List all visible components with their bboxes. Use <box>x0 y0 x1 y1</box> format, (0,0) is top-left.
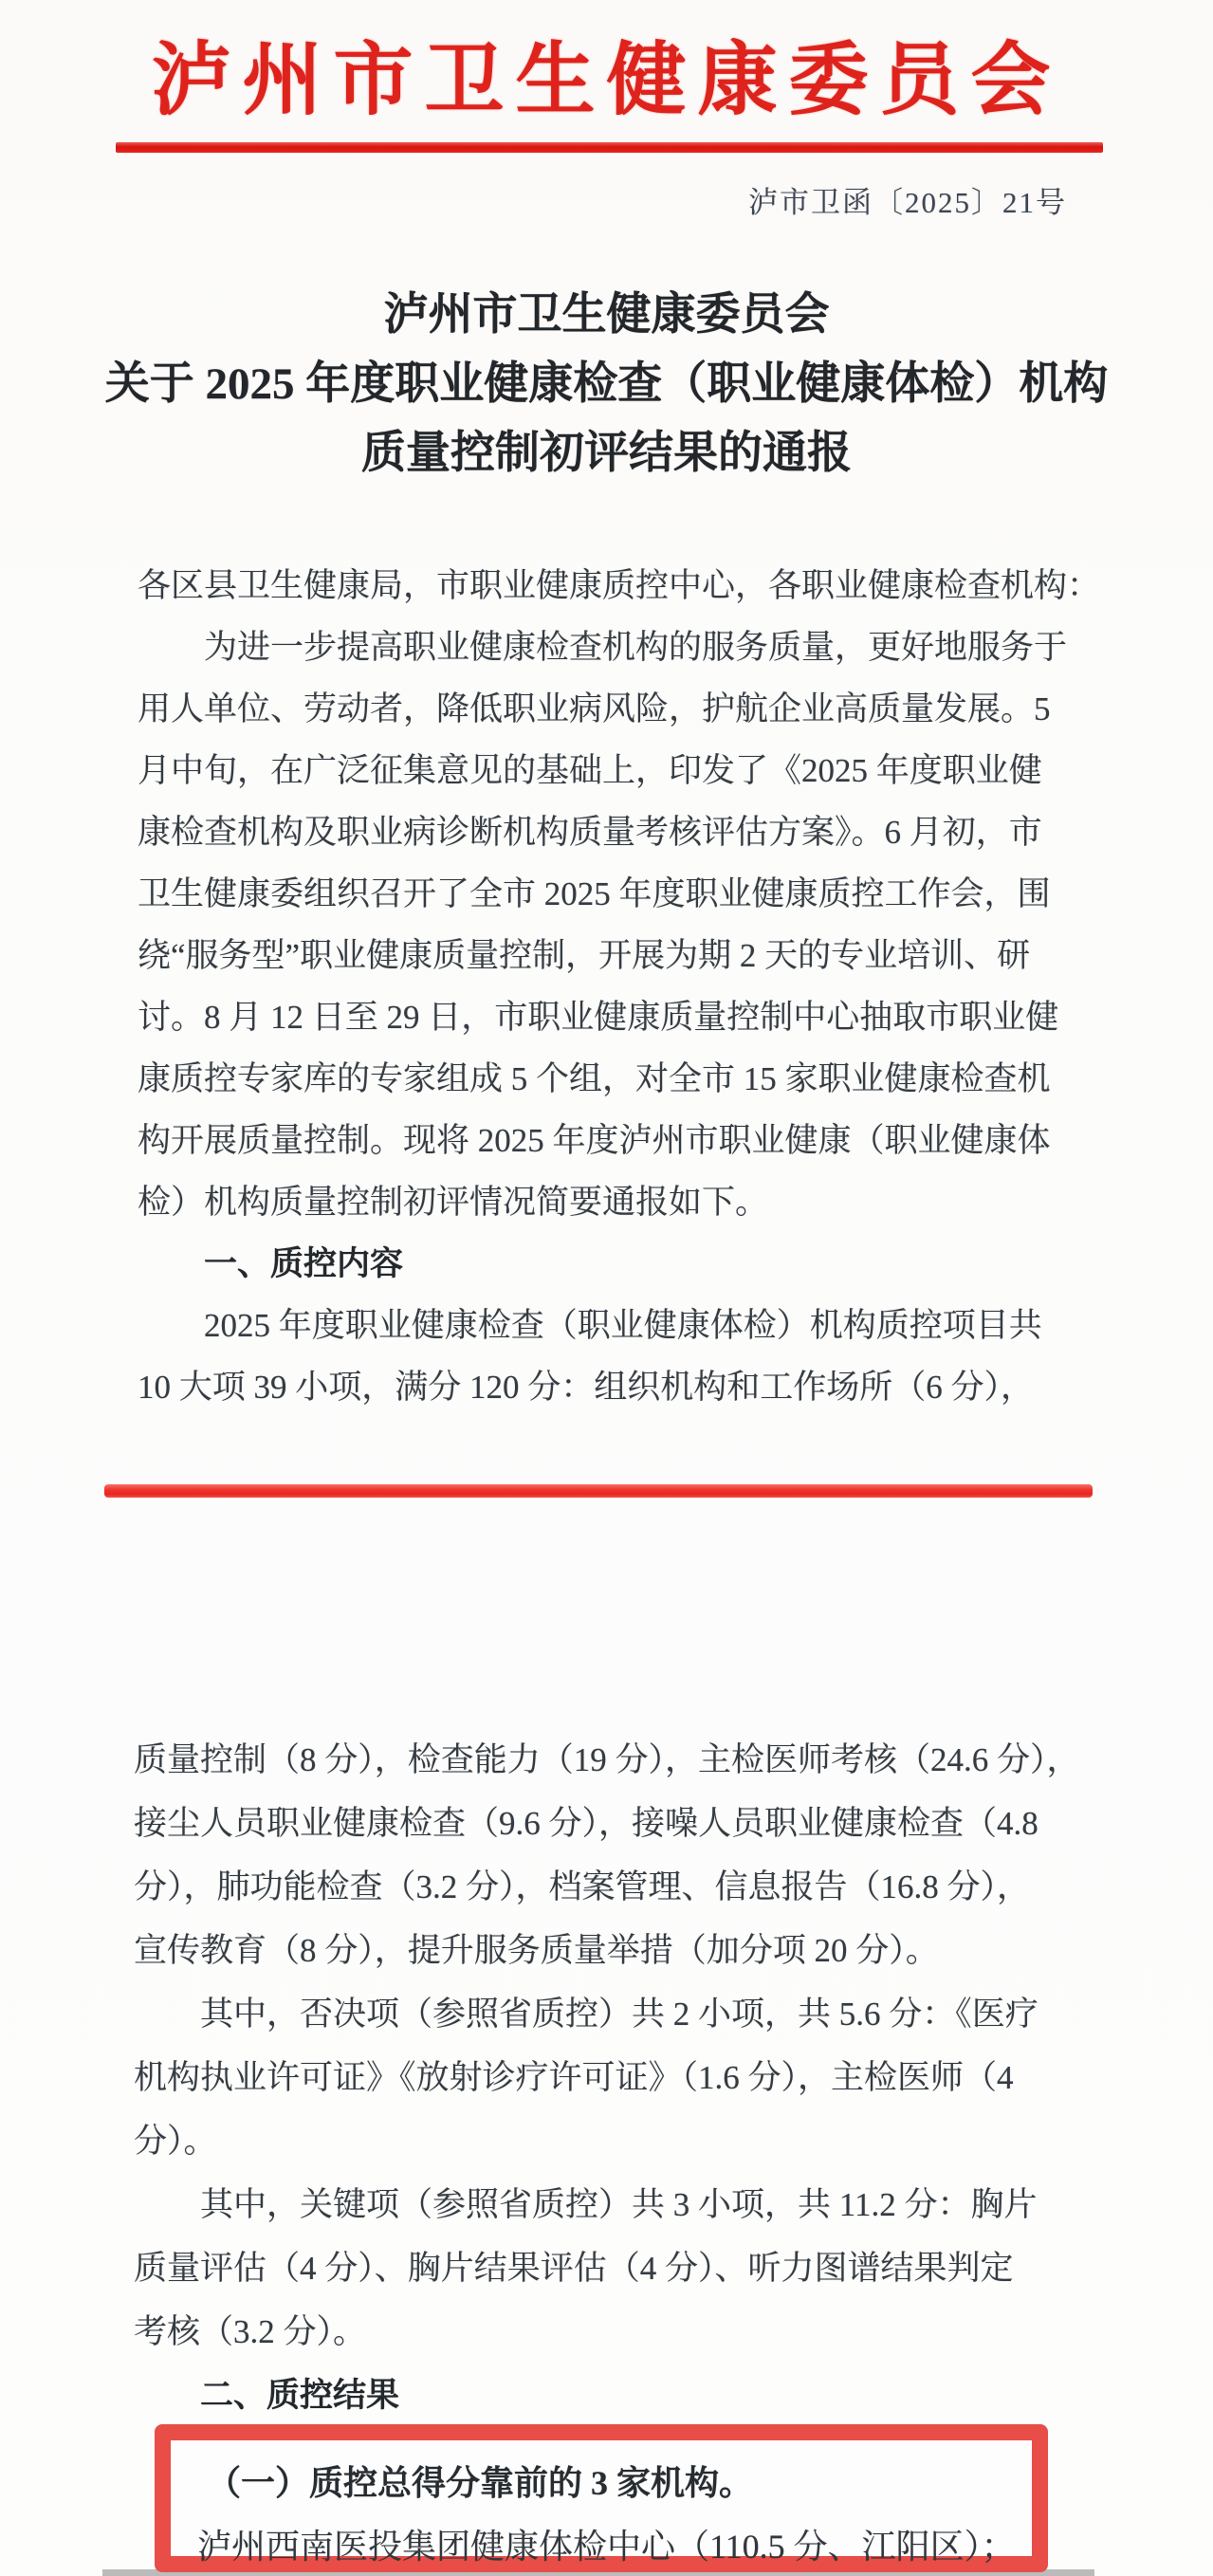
body-page1 <box>138 555 1101 1418</box>
body-line: 考核（3.2 分）。 <box>134 2313 367 2350</box>
document-number: 泸市卫函〔2025〕21号 <box>748 186 1067 219</box>
highlight-line-top3-heading: （一）质控总得分靠前的 3 家机构。 <box>207 2464 754 2502</box>
body-line: 2025 年度职业健康检查（职业健康体检）机构质控项目共 <box>204 1307 1042 1344</box>
body-line: 为进一步提高职业健康检查机构的服务质量，更好地服务于 <box>204 629 1068 666</box>
body-line: 康质控专家库的专家组成 5 个组，对全市 15 家职业健康检查机 <box>138 1060 1051 1097</box>
letterhead-red-rule <box>116 142 1103 153</box>
section-heading-2: 二、质控结果 <box>200 2377 400 2414</box>
body-line: 各区县卫生健康局，市职业健康质控中心，各职业健康检查机构： <box>138 567 1101 604</box>
highlight-annotation-box <box>155 2424 1048 2572</box>
body-line: 构开展质量控制。现将 2025 年度泸州市职业健康（职业健康体 <box>138 1122 1051 1159</box>
body-line: 质量评估（4 分）、胸片结果评估（4 分）、听力图谱结果判定 <box>134 2250 1014 2287</box>
body-line: 其中，否决项（参照省质控）共 2 小项，共 5.6 分：《医疗 <box>200 1996 1038 2033</box>
document-title-line-2: 关于 2025 年度职业健康检查（职业健康体检）机构 <box>104 359 1109 409</box>
page-break-red-rule <box>104 1484 1093 1498</box>
body-line: 检）机构质量控制初评情况简要通报如下。 <box>138 1184 769 1221</box>
body-line: 月中旬，在广泛征集意见的基础上，印发了《2025 年度职业健 <box>138 752 1042 789</box>
body-line: 接尘人员职业健康检查（9.6 分），接噪人员职业健康检查（4.8 <box>134 1805 1038 1842</box>
body-line: 分）。 <box>134 2123 217 2160</box>
body-line: 质量控制（8 分），检查能力（19 分），主检医师考核（24.6 分）， <box>134 1741 1080 1778</box>
body-line: 10 大项 39 小项，满分 120 分：组织机构和工作场所（6 分）， <box>138 1369 1035 1406</box>
body-line: 宣传教育（8 分），提升服务质量举措（加分项 20 分）。 <box>134 1932 939 1969</box>
body-line: 分），肺功能检查（3.2 分），档案管理、信息报告（16.8 分）， <box>134 1868 1031 1905</box>
document-title <box>0 281 1213 488</box>
body-line: 康检查机构及职业病诊断机构质量考核评估方案》。6 月初，市 <box>138 814 1042 851</box>
letterhead-org-title: 泸州市卫生健康委员会 <box>151 37 1062 125</box>
highlight-box-content <box>171 2440 1032 2576</box>
body-page2 <box>134 1728 1092 2427</box>
body-line: 卫生健康委组织召开了全市 2025 年度职业健康质控工作会，围 <box>138 875 1051 912</box>
body-line: 用人单位、劳动者，降低职业病风险，护航企业高质量发展。5 <box>138 690 1051 727</box>
section-heading-1: 一、质控内容 <box>204 1245 404 1282</box>
body-line: 绕“服务型”职业健康质量控制，开展为期 2 天的专业培训、研 <box>138 937 1031 974</box>
document-title-line-1: 泸州市卫生健康委员会 <box>383 290 830 340</box>
body-line: 其中，关键项（参照省质控）共 3 小项，共 11.2 分：胸片 <box>200 2186 1038 2223</box>
highlight-line-institution: 泸州西南医投集团健康体检中心（110.5 分、江阳区）； <box>197 2528 1016 2566</box>
document-title-line-3: 质量控制初评结果的通报 <box>361 429 852 478</box>
body-line: 讨。8 月 12 日至 29 日，市职业健康质量控制中心抽取市职业健 <box>138 999 1059 1036</box>
body-line: 机构执业许可证》《放射诊疗许可证》（1.6 分），主检医师（4 <box>134 2059 1014 2096</box>
